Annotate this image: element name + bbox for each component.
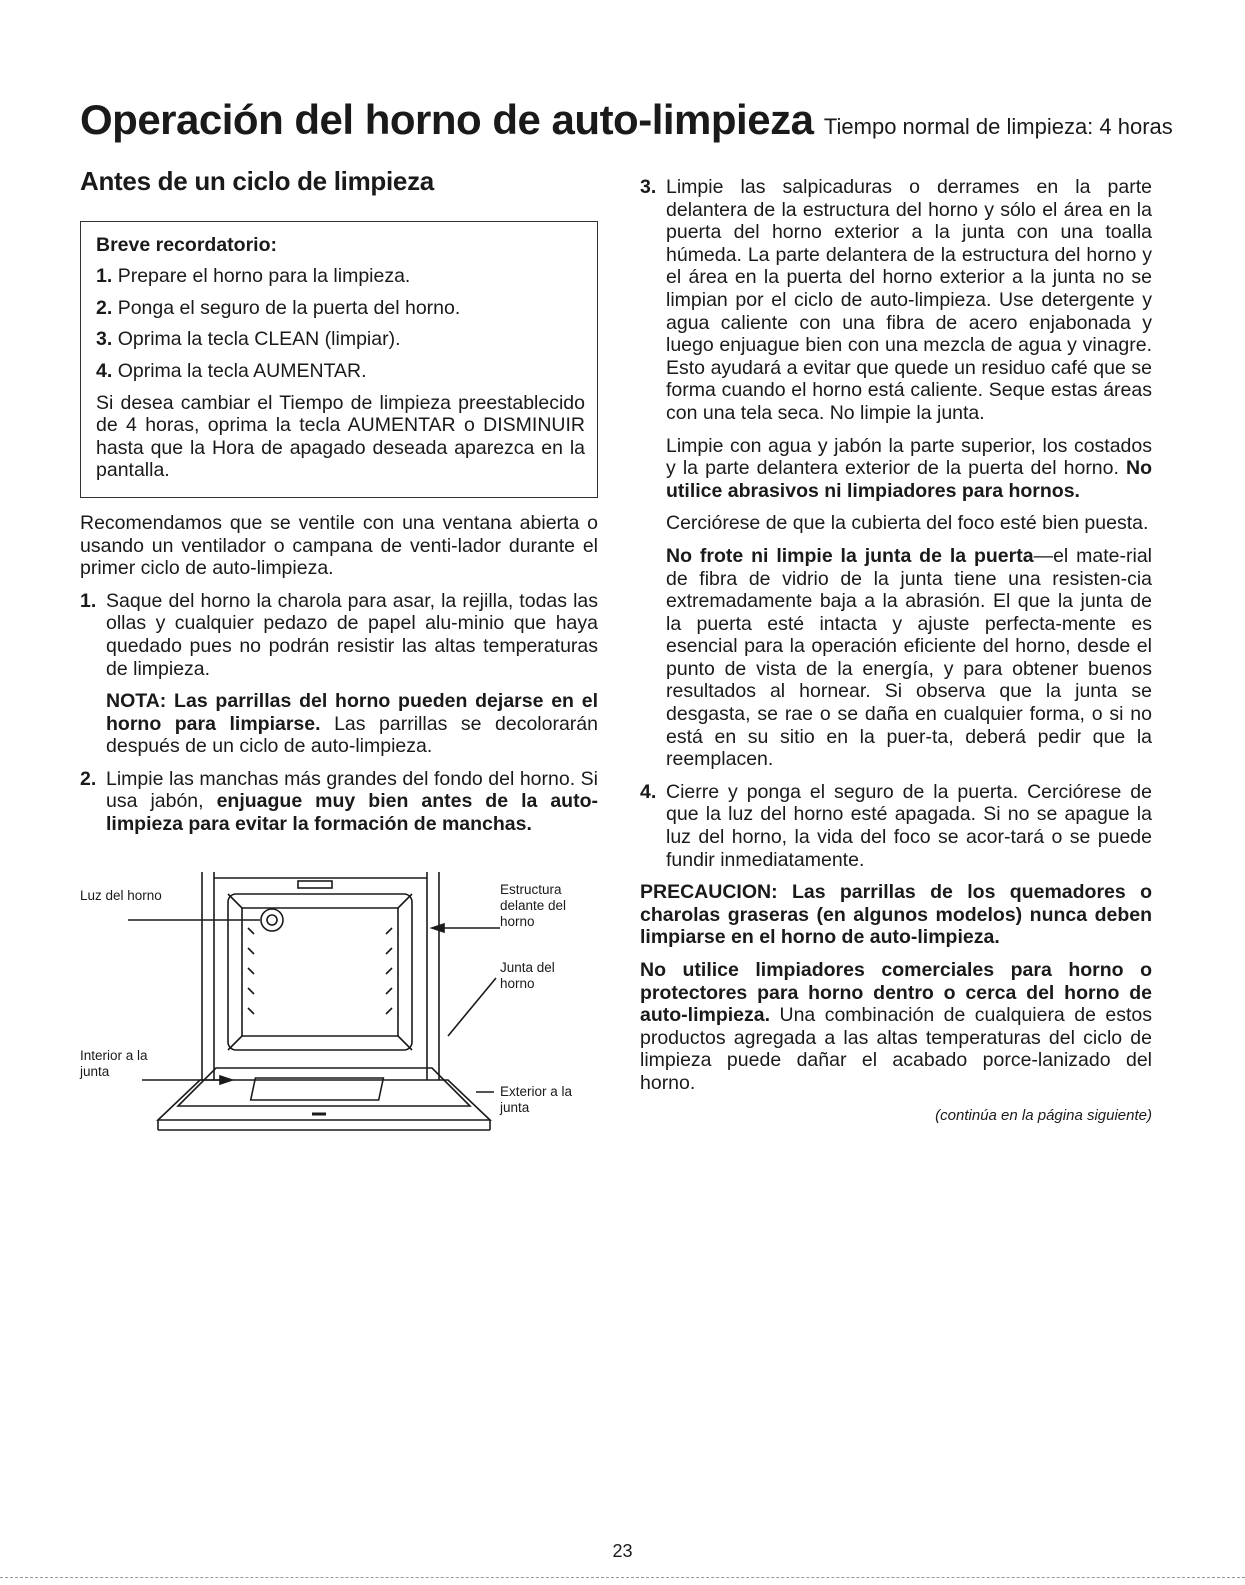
step-4 [640,781,1152,871]
step-bold-text: enjuague muy bien antes de la auto-limpieza para evitar la formación de manchas. [106,790,598,836]
step-3-paragraph-2 [640,435,1152,503]
final-text: Una combinación de cualquiera de estos productos agregada a las altas temperaturas del ciclo de limpieza puede dañar el acabado porce-lanizado del horno. [640,1004,1152,1094]
note-bold: NOTA: Las parrillas del horno pueden dejarse en el horno para limpiarse. [106,690,598,735]
reminder-item-number: 4. [96,359,113,382]
step-1-note [80,690,598,758]
reminder-item-number: 3. [96,328,113,351]
step-text: Cierre y ponga el seguro de la puerta. Cerciórese de que la luz del horno esté apagada. Si no se apague la luz del horno, la vida del foco se acor-tará o se puede fundir inmediatamente. [666,780,1152,871]
page-number: 23 [612,1541,633,1561]
page-header [80,96,1173,144]
label-outside-gasket: Exterior a la junta [500,1084,573,1115]
step-text: Limpie las salpicaduras o derrames en la parte delantera de la estructura del horno y sólo el área en la puerta del horno exterior a la junta con una toalla húmeda. La parte delantera de la estructura del horno y el área en la puerta del horno exterior a la junta no se limpian por el ciclo de auto-limpieza. Use detergente y agua caliente con una fibra de acero enjabonada y luego enjuague bien con una mezcla de agua y vinagre. Esto ayudará a evitar que quede un residuo café que se forma cuando el horno está caliente. Seque estas áreas con una tela seca. No limpie la junta. [666,176,1152,424]
left-column [80,166,598,846]
reminder-title: Breve recordatorio: [96,233,277,256]
step-1 [80,590,598,680]
reminder-note: Si desea cambiar el Tiempo de limpieza preestablecido de 4 horas, oprima la tecla AUMENTAR o DISMINUIR hasta que la Hora de apagado deseada aparezca en la pantalla. [96,391,585,482]
reminder-item [96,297,585,320]
ventilation-paragraph: Recomendamos que se ventile con una ventana abierta o usando un ventilador o campana de venti-lador durante el primer ciclo de auto-limpieza. [80,511,598,580]
paragraph-text: —el mate-rial de fibra de vidrio de la junta tiene una resisten-cia extremadamente baja a la abrasión. El que la junta de la puerta esté intacta y ajuste perfecta-mente es esencial para la operación eficiente del horno, desde el punto de vista de la energía, y para obtener buenos resultados al hornear. Si observa que la junta se desgasta, se rae o se daña en cualquier forma, o si no está en su sitio en la puer-ta, deberá pedir que la reemplacen. [666,544,1152,771]
step-number: 1. [80,589,97,612]
continued-note: (continúa en la página siguiente) [935,1106,1152,1124]
final-paragraph [640,959,1152,1095]
paragraph-bold: No utilice abrasivos ni limpiadores para hornos. [666,457,1152,502]
section-heading: Antes de un ciclo de limpieza [80,166,434,196]
step-text: Saque del horno la charola para asar, la rejilla, todas las ollas y cualquier pedazo de papel alu-minio que haya quedado pues no podrán resistir las altas temperaturas de limpieza. [106,589,598,680]
page-subtitle: Tiempo normal de limpieza: 4 horas [823,114,1173,139]
note-text: Las parrillas se decolorarán después de un ciclo de auto-limpieza. [106,712,598,758]
reminder-item-number: 2. [96,296,113,319]
reminder-item-text: Oprima la tecla CLEAN (limpiar). [117,328,401,351]
reminder-item-text: Prepare el horno para la limpieza. [117,265,411,288]
page-title: Operación del horno de auto-limpieza [80,96,814,143]
label-oven-gasket: Junta del horno [500,960,555,991]
reminder-item-text: Oprima la tecla AUMENTAR. [117,359,367,382]
step-2 [80,768,598,836]
final-bold: No utilice limpiadores comerciales para horno o protectores para horno dentro o cerca del horno de auto-limpieza. [640,959,1152,1027]
bottom-rule [0,1577,1245,1578]
step-3-paragraph-4 [640,545,1152,771]
step-number: 4. [640,780,657,803]
label-front-frame: Estructura delante del horno [500,882,567,929]
step-text: Limpie las manchas más grandes del fondo del horno. Si usa jabón, [106,767,598,813]
right-column [640,176,1152,1127]
step-3-paragraph-3: Cerciórese de que la cubierta del foco esté bien puesta. [666,512,1149,535]
reminder-item [96,265,585,288]
oven-diagram [80,868,600,1138]
paragraph-bold: No frote ni limpie la junta de la puerta [666,544,1034,567]
label-inside-gasket: Interior a la junta [80,1048,148,1079]
reminder-box [80,221,598,498]
caution-paragraph: PRECAUCION: Las parrillas de los quemadores o charolas graseras (en algunos modelos) nunca deben limpiarse en el horno de auto-limpieza. [640,881,1152,949]
paragraph-text: Limpie con agua y jabón la parte superior, los costados y la parte delantera exterior de la puerta del horno. [666,434,1152,480]
step-number: 2. [80,767,97,790]
reminder-item-text: Ponga el seguro de la puerta del horno. [117,296,461,319]
step-3 [640,176,1152,425]
label-oven-light: Luz del horno [80,888,162,903]
reminder-item [96,360,585,383]
reminder-item [96,328,585,351]
reminder-item-number: 1. [96,265,113,288]
step-number: 3. [640,176,657,198]
